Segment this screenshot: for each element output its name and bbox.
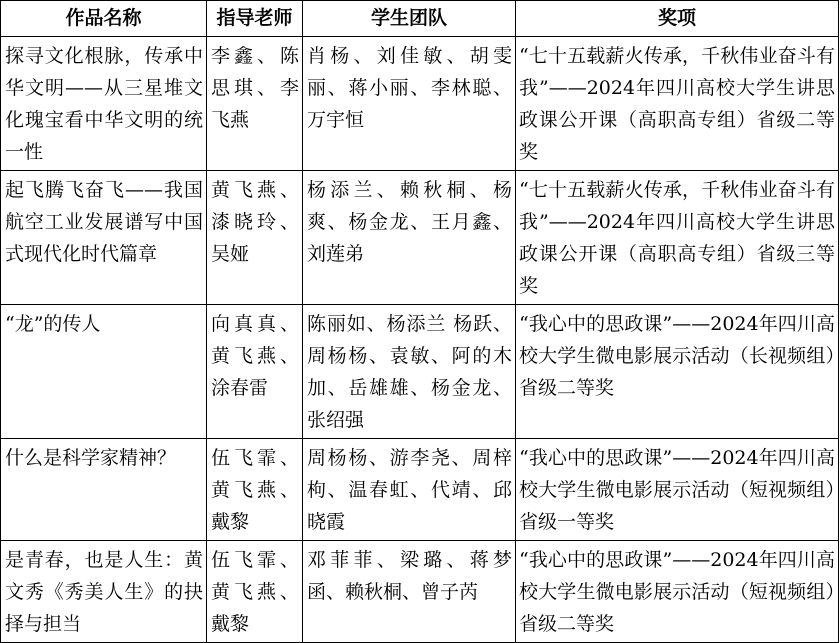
students-cell: 陈丽如、杨添兰 杨跃、周杨杨、袁敏、阿的木加、岳雄雄、杨金龙、张绍强 xyxy=(303,305,516,439)
work-name-cell: 什么是科学家精神？ xyxy=(1,439,207,541)
students-cell: 邓菲菲、梁璐、蒋梦函、赖秋桐、曾子芮 xyxy=(303,541,516,643)
award-cell: “我心中的思政课”——2024年四川高校大学生微电影展示活动（长视频组）省级二等奖 xyxy=(516,305,839,439)
teachers-cell: 黄飞燕、漆晓玲、吴娅 xyxy=(207,171,303,305)
header-row xyxy=(1,1,839,37)
work-name-cell: 起飞腾飞奋飞——我国航空工业发展谱写中国式现代化时代篇章 xyxy=(1,171,207,305)
table-row xyxy=(1,439,839,541)
table-row xyxy=(1,171,839,305)
students-cell: 周杨杨、游李尧、周梓枸、温春虹、代靖、邱晓霞 xyxy=(303,439,516,541)
work-name-cell: 探寻文化根脉，传承中华文明——从三星堆文化瑰宝看中华文明的统一性 xyxy=(1,37,207,171)
award-cell: “我心中的思政课”——2024年四川高校大学生微电影展示活动（短视频组）省级一等奖 xyxy=(516,439,839,541)
teachers-cell: 伍飞霏、黄飞燕、戴黎 xyxy=(207,439,303,541)
work-name-cell: 是青春，也是人生：黄文秀《秀美人生》的抉择与担当 xyxy=(1,541,207,643)
teachers-cell: 伍飞霏、黄飞燕、戴黎 xyxy=(207,541,303,643)
work-name-cell: “龙”的传人 xyxy=(1,305,207,439)
teachers-cell: 向真真、黄飞燕、涂春雷 xyxy=(207,305,303,439)
students-cell: 肖杨、刘佳敏、胡雯丽、蒋小丽、李林聪、万宇恒 xyxy=(303,37,516,171)
header-award: 奖项 xyxy=(516,1,839,37)
award-cell: “我心中的思政课”——2024年四川高校大学生微电影展示活动（短视频组）省级二等奖 xyxy=(516,541,839,643)
table-row xyxy=(1,541,839,643)
award-cell: “七十五载薪火传承，千秋伟业奋斗有我”——2024年四川高校大学生讲思政课公开课（高职高专组）省级二等奖 xyxy=(516,37,839,171)
award-cell: “七十五载薪火传承，千秋伟业奋斗有我”——2024年四川高校大学生讲思政课公开课（高职高专组）省级三等奖 xyxy=(516,171,839,305)
header-work-name: 作品名称 xyxy=(1,1,207,37)
teachers-cell: 李鑫、陈思琪、李飞燕 xyxy=(207,37,303,171)
students-cell: 杨添兰、赖秋桐、杨爽、杨金龙、王月鑫、 刘莲弟 xyxy=(303,171,516,305)
table-row xyxy=(1,305,839,439)
header-students: 学生团队 xyxy=(303,1,516,37)
table-row xyxy=(1,37,839,171)
header-teachers: 指导老师 xyxy=(207,1,303,37)
